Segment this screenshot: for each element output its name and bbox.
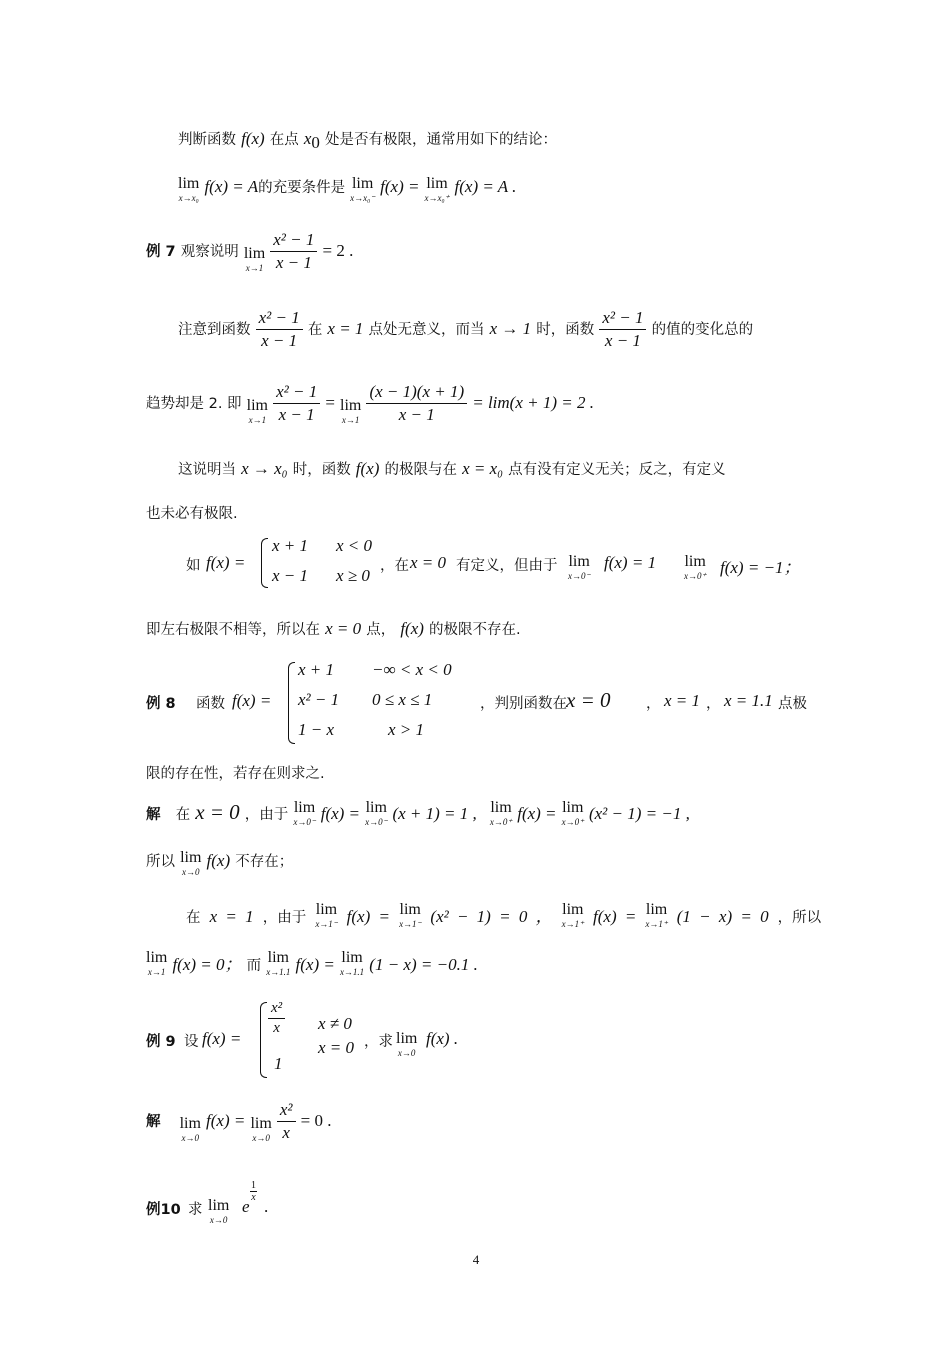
line-13 (146, 850, 952, 877)
example-8 (146, 660, 826, 746)
l15-e2: f(x) = (295, 955, 335, 974)
ex10-text: 求 (188, 1202, 203, 1218)
l9-fx: f(x) (400, 619, 424, 638)
ex10-label: 例10 (146, 1202, 181, 1218)
l15-lim3: lim x→1.1 (339, 949, 365, 977)
sol9-lim1: lim x→0 (179, 1115, 201, 1143)
l4-cond: x = 1 (327, 319, 364, 338)
l9-post: 的极限不存在. (429, 622, 521, 638)
ex9-c2b: x = 0 (318, 1038, 355, 1057)
ex9-fx: f(x) = (202, 1029, 242, 1048)
l8-c1a: x + 1 (272, 536, 309, 555)
line-15 (146, 950, 952, 977)
l15-e3: (1 − x) = −0.1 . (369, 955, 478, 974)
l13-fx: f(x) (206, 851, 231, 870)
l14-lim3: lim x→1⁺ (561, 901, 584, 929)
l1-mid: 在点 (269, 132, 299, 148)
ex8-text: 函数 (196, 696, 225, 712)
l1-pre: 判断函数 (178, 132, 236, 148)
ex8-sep2: ， (706, 696, 721, 712)
line-6 (178, 458, 952, 479)
l2-eq: f(x) = A (204, 177, 259, 196)
l5-pre: 趋势却是 2. 即 (146, 396, 242, 412)
l13-pre: 所以 (146, 854, 175, 870)
page-number: 4 (472, 1252, 480, 1267)
solution-8 (146, 800, 952, 827)
ex8-p2: x = 1 (664, 691, 701, 710)
l5-lim2: lim x→1 (340, 397, 362, 425)
example-9 (146, 1000, 646, 1080)
solution-9 (146, 1100, 952, 1143)
l8-val1: f(x) = 1 (604, 553, 657, 572)
l4-post: 的值的变化总的 (651, 322, 754, 338)
sol9-rhs: = 0 . (300, 1111, 332, 1130)
line-4 (178, 308, 952, 351)
sol9-e1: f(x) = (206, 1111, 246, 1130)
l14-e4: (1 − x) = 0 (676, 907, 769, 926)
sol8-e4: (x² − 1) = −1 , (588, 804, 690, 823)
sol8-e2: (x + 1) = 1 , (392, 804, 477, 823)
ex7-lim: lim x→1 (243, 245, 266, 273)
l14-lim4: lim x→1⁺ (645, 901, 668, 929)
ex8-c1b: −∞ < x < 0 (372, 660, 452, 679)
l2-fx: f(x) = (380, 177, 420, 196)
ex8-brace (288, 662, 295, 744)
l9-pre: 即左右极限不相等，所以在 (146, 622, 320, 638)
l5-frac: $\frac{\text{x² − 1}}{x - 1}$ (273, 382, 320, 425)
ex8-c2b: 0 ≤ x ≤ 1 (372, 690, 433, 709)
l2-lim: lim x→x₀ (178, 175, 200, 203)
l8-fx: f(x) = (206, 553, 246, 572)
sol8-lim1: lim x→0⁻ (293, 799, 316, 827)
line-1 (178, 128, 952, 153)
l14-e1: f(x) = (346, 907, 390, 926)
l4-mid3: 时，函数 (536, 322, 595, 338)
l6-post: 点有没有定义无关；反之，有定义 (508, 462, 726, 478)
l4-pre: 注意到函数 (178, 322, 251, 338)
ex10-exp: $\frac{1}{x}$ (251, 1180, 256, 1203)
l6-pre: 这说明当 (178, 462, 236, 478)
sol8-lim2: lim x→0⁻ (365, 799, 388, 827)
l14-e3: f(x) = (593, 907, 637, 926)
l2-lim-right: lim x→x₀⁺ (424, 175, 450, 203)
ex10-lim: lim x→0 (208, 1197, 230, 1225)
line-14 (186, 902, 952, 929)
ex9-frac: $\frac{\text{x²}}{x}$ (268, 1000, 285, 1037)
ex7-rhs: = 2 . (322, 241, 354, 260)
sol8-lim4: lim x→0⁺ (561, 799, 584, 827)
l2-tail: f(x) = A . (454, 177, 517, 196)
l5-lim: lim x→1 (246, 397, 268, 425)
l1-x0: x (303, 129, 312, 148)
line-11: 限的存在性，若存在则求之. (146, 766, 325, 782)
ex8-c1a: x + 1 (298, 660, 335, 679)
l2-text: 的充要条件是 (258, 180, 346, 196)
l6-mid2: 的极限与在 (384, 462, 457, 478)
l8-eq: x = 0 (410, 553, 447, 572)
example-10 (146, 1180, 446, 1230)
l1-post: 处是否有极限，通常用如下的结论： (325, 132, 558, 148)
line-9 (146, 618, 952, 639)
example-7 (146, 230, 952, 273)
l8-val2: f(x) = −1； (720, 558, 801, 577)
ex10-base: e (242, 1197, 250, 1216)
l4-mid: 在 (307, 322, 323, 338)
l14-pre: 在 (186, 910, 201, 926)
l14-lim2: lim x→1⁻ (399, 901, 422, 929)
l2-lim-left: lim x→x₀⁻ (350, 175, 376, 203)
sol8-pre: 在 (175, 807, 191, 823)
l1-x0sub: 0 (311, 133, 320, 153)
l8-mid: ，在 (380, 558, 409, 574)
l14-e2: (x² − 1) = 0 ， (430, 907, 553, 926)
l8-lim1: lim x→0⁻ (568, 553, 591, 581)
sol8-label: 解 (146, 807, 161, 823)
ex9-lim: lim x→0 (396, 1030, 418, 1058)
l6-eq: x = x₀ (462, 459, 504, 478)
ex7-frac: $\frac{\text{x² − 1}}{x - 1}$ (270, 230, 317, 273)
ex8-c3a: 1 − x (298, 720, 335, 739)
l14-p: x = 1 (209, 907, 254, 926)
sol8-e3: f(x) = (517, 804, 557, 823)
ex8-fx: f(x) = (232, 691, 272, 710)
ex9-text: 设 (184, 1034, 199, 1050)
l9-mid: 点， (366, 622, 396, 638)
l1-fx: f(x) (241, 129, 265, 148)
l13-lim: lim x→0 (180, 849, 202, 877)
l4-arrow: x → 1 (489, 319, 532, 338)
ex8-p1: x = 0 (566, 688, 611, 712)
ex8-c2a: x² − 1 (298, 690, 340, 709)
l8-brace (261, 538, 268, 588)
line-8 (186, 536, 886, 592)
ex9-c2a: 1 (274, 1054, 283, 1073)
l4-mid2: 点处无意义，而当 (368, 322, 485, 338)
l8-c1b: x < 0 (336, 536, 373, 555)
line-5: 趋势却是 2. 即 lim x→1 $\frac{\text{x² − 1}}{x - 1}$ = lim x→1 $\frac{(x - 1)(x + 1)}{x - 1}$ = lim(x + 1) = 2 . (146, 382, 594, 425)
l4-frac2: $\frac{\text{x² − 1}}{x - 1}$ (599, 308, 646, 351)
ex8-tail: 点极 (778, 696, 807, 712)
ex9-label: 例 9 (146, 1034, 176, 1050)
l15-lim1: lim x→1 (146, 949, 168, 977)
l8-pre: 如 (186, 558, 201, 574)
l6-fx: f(x) (355, 459, 380, 478)
sol8-mid: ，由于 (244, 807, 289, 823)
sol8-e1: f(x) = (320, 804, 361, 823)
sol9-frac: $\frac{\text{x²}}{x}$ (277, 1100, 296, 1143)
sol8-p: x = 0 (195, 800, 240, 824)
l5-frac2: $\frac{(x - 1)(x + 1)}{x - 1}$ (366, 382, 467, 425)
l15-lim2: lim x→1.1 (266, 949, 291, 977)
line-2 (178, 176, 952, 203)
ex8-sep: ， (646, 696, 661, 712)
ex9-tail: f(x) . (426, 1029, 459, 1048)
ex9-post: ，求 (364, 1034, 393, 1050)
ex7-label: 例 7 (146, 244, 176, 260)
ex7-text: 观察说明 (180, 244, 239, 260)
l4-frac: $\frac{\text{x² − 1}}{x - 1}$ (256, 308, 303, 351)
sol9-label: 解 (146, 1114, 161, 1130)
l8-lim2: lim x→0⁺ (684, 553, 707, 581)
l8-c2b: x ≥ 0 (336, 566, 370, 585)
l5-tail: = lim(x + 1) = 2 . (472, 393, 594, 412)
sol8-lim3: lim x→0⁺ (489, 799, 513, 827)
line-7: 也未必有极限. (146, 506, 238, 522)
ex9-brace (260, 1002, 267, 1078)
l9-eq: x = 0 (325, 619, 362, 638)
ex9-c1b: x ≠ 0 (318, 1014, 352, 1033)
l15-mid: 而 (246, 958, 262, 974)
l15-e1: f(x) = 0； (172, 955, 242, 974)
l6-arrow: x → x₀ (241, 459, 288, 478)
ex8-c3b: x > 1 (388, 720, 425, 739)
l6-mid: 时，函数 (292, 462, 351, 478)
l8-c2a: x − 1 (272, 566, 309, 585)
ex8-post: ，判别函数在 (480, 696, 567, 712)
ex8-label: 例 8 (146, 696, 176, 712)
l14-post: ，所以 (777, 910, 822, 926)
l14-mid: ，由于 (262, 910, 307, 926)
l14-lim1: lim x→1⁻ (315, 901, 338, 929)
sol9-lim2: lim x→0 (250, 1115, 272, 1143)
ex8-p3: x = 1.1 (724, 691, 773, 710)
ex10-tail: . (264, 1197, 269, 1216)
l8-mid2: 有定义，但由于 (456, 558, 558, 574)
l13-post: 不存在； (235, 854, 294, 870)
